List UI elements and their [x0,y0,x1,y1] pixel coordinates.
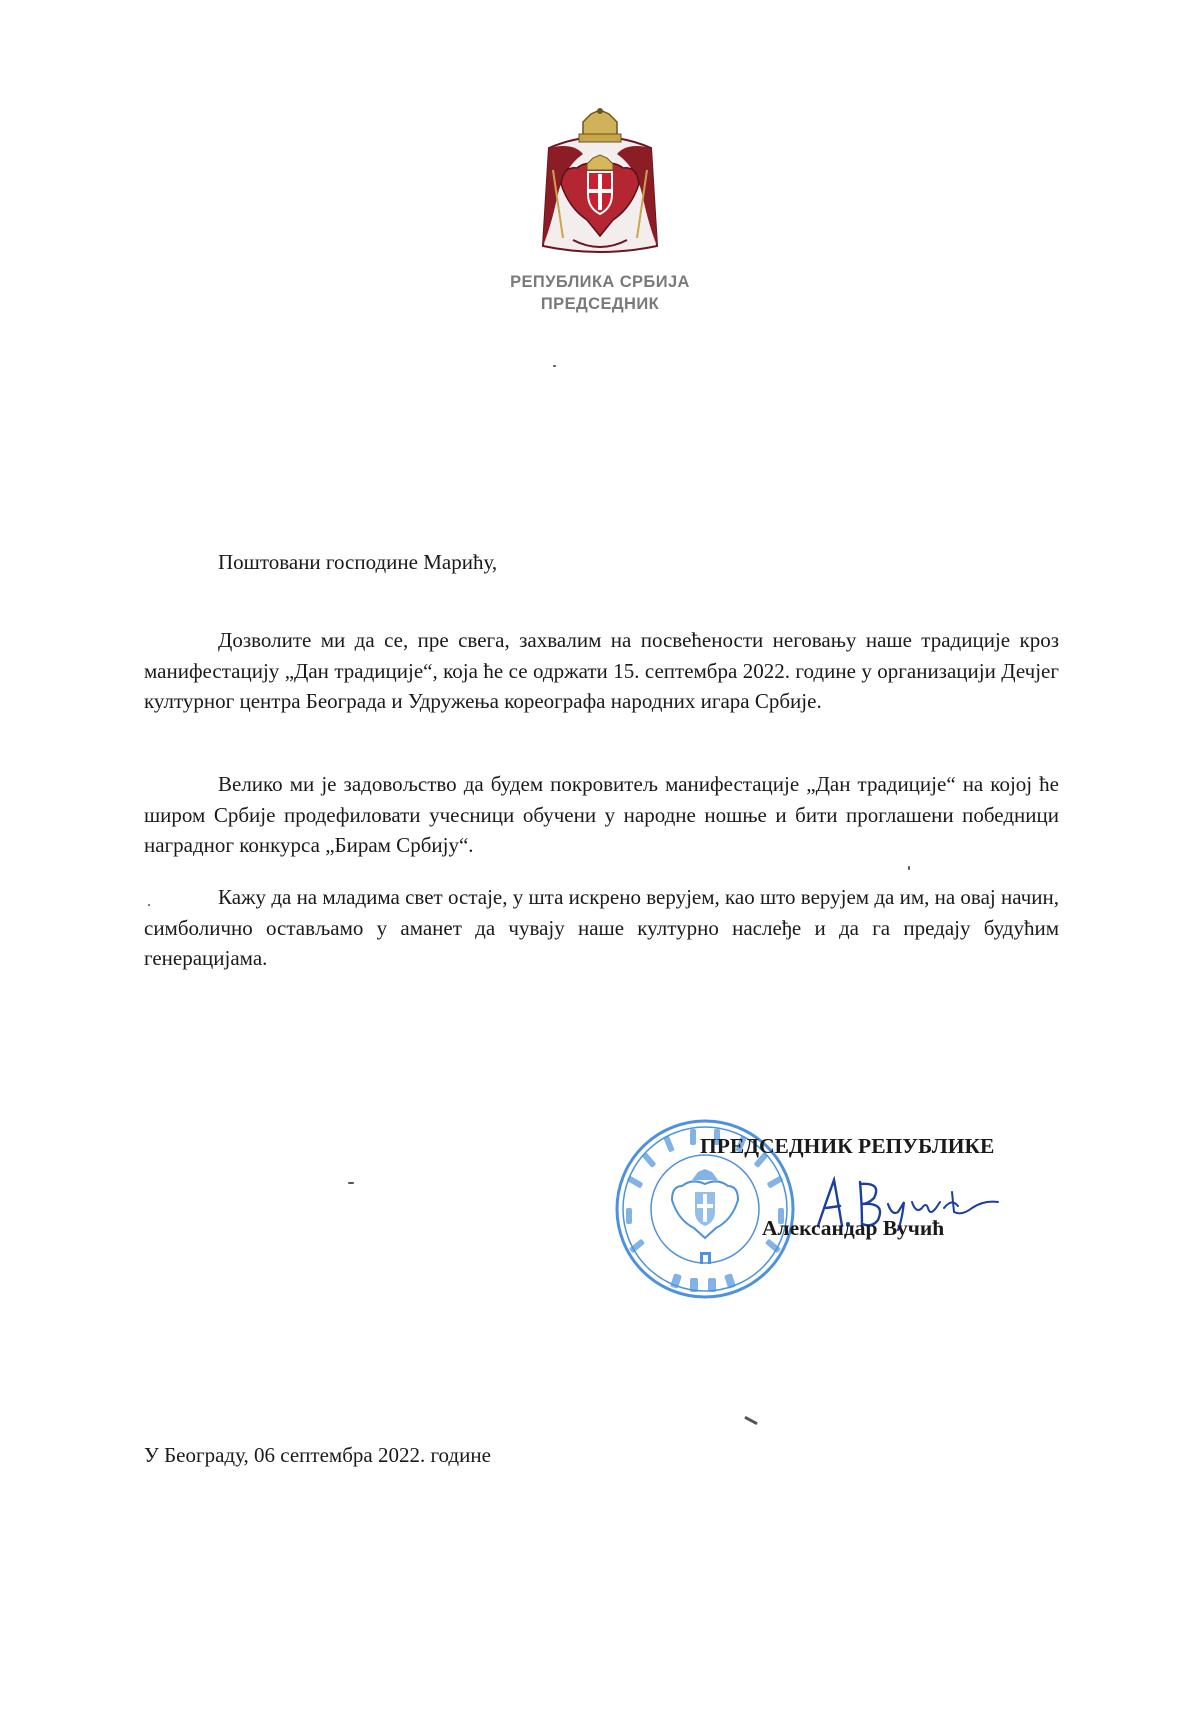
body-paragraph-1-text: Дозволите ми да се, пре свега, захвалим на посвећености неговању наше традиције кроз манифестацију „Дан традиције“, која ће се одржати 15. септембра 2022. године у организацији Дечјег културног центра Београда и Удружења кореографа народних игара Србије. [144,628,1059,713]
scan-speck [744,1416,758,1425]
scan-speck [553,365,556,367]
signatory-title: ПРЕДСЕДНИК РЕПУБЛИКЕ [700,1134,995,1158]
date-line: У Београду, 06 септембра 2022. године [144,1443,491,1467]
body-paragraph-2-text: Велико ми је задовољство да будем покровитељ манифестације „Дан традиције“ на којој ће широм Србије продефиловати учесници обучени у народне ношње и бити проглашени победници наградног конкурса „Бирам Србију“. [144,772,1059,857]
scan-speck [348,1182,354,1184]
body-paragraph-2 [144,769,1059,861]
scan-speck [148,904,150,906]
scan-speck [908,866,910,870]
coat-of-arms-icon [533,108,667,264]
body-paragraph-3 [144,882,1059,974]
body-paragraph-1 [144,625,1059,717]
letterhead-office: ПРЕДСЕДНИК [540,295,660,313]
body-paragraph-3-text: Кажу да на младима свет остаје, у шта искрено верујем, као што верујем да им, на овај начин, симболично остављамо у аманет да чувају наше културно наслеђе и да га предају будућим генерацијама. [144,885,1059,970]
letterhead-republic: РЕПУБЛИКА СРБИЈА [510,273,690,291]
salutation: Поштовани господине Марићу, [218,550,498,574]
signatory-name: Александар Вучић [762,1216,945,1240]
